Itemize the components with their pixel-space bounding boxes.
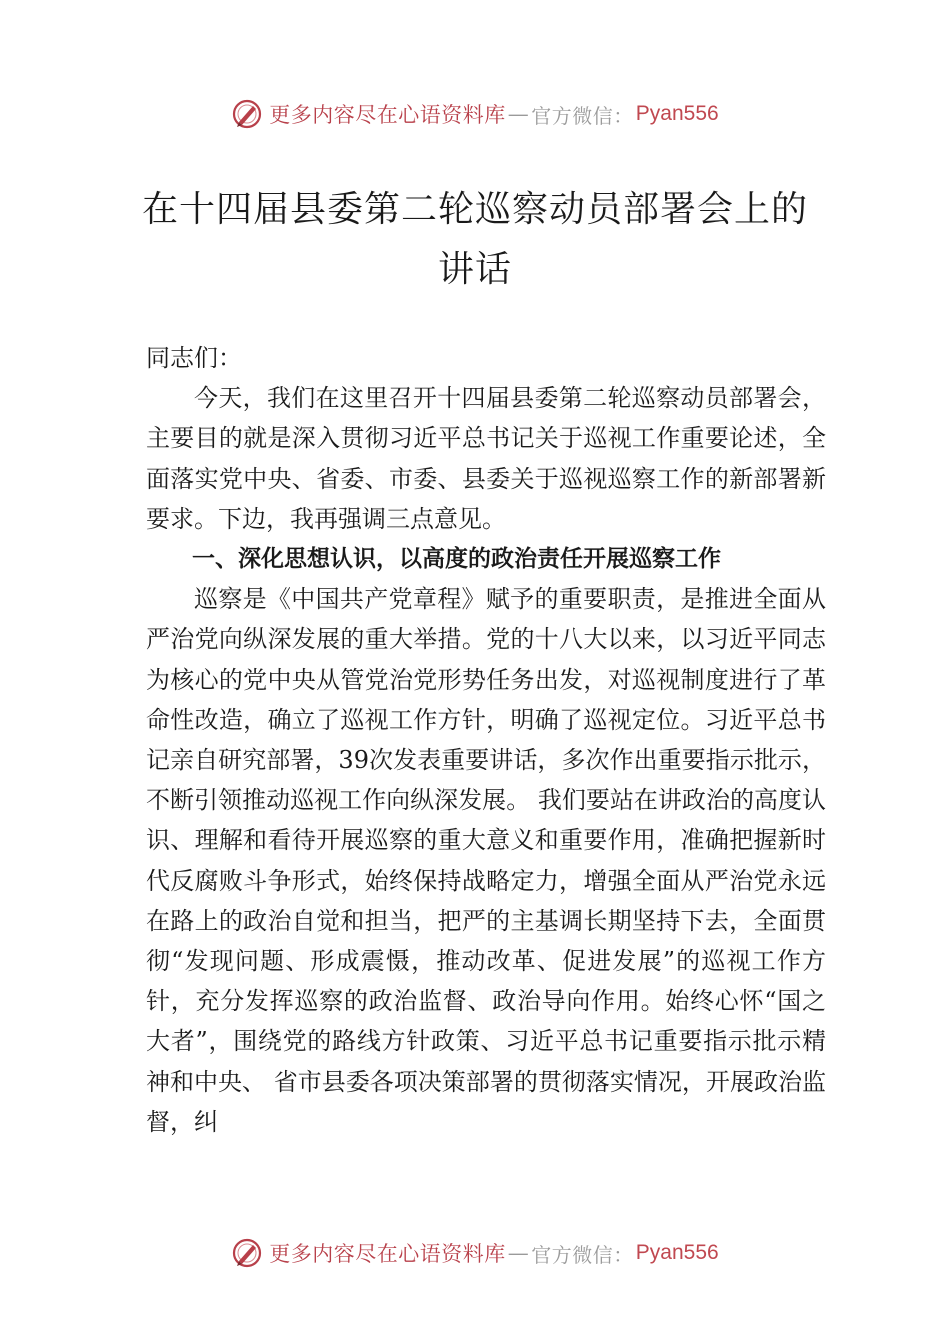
banner-text: 更多内容尽在心语资料库 <box>269 103 506 127</box>
banner-account: Pyan556 <box>635 102 719 125</box>
banner-wechat-label: 官方微信： <box>531 1242 634 1267</box>
intro-paragraph: 今天，我们在这里召开十四届县委第二轮巡察动员部署会，主要目的就是深入贯彻习近平总书记关于巡视工作重要论述，全面落实党中央、省委、市委、县委关于巡视巡察工作的新部署新要求。下边，我再强调三点意见。 <box>146 384 826 533</box>
body-paragraph-1: 巡察是《中国共产党章程》赋予的重要职责，是推进全面从严治党向纵深发展的重大举措。党的十八大以来，以习近平同志为核心的党中央从管党治党形势任务出发，对巡视制度进行了革命性改造，确立了巡视工作方针，明确了巡视定位。习近平总书记亲自研究部署，39次发表重要讲话，多次作出重要指示批示，不断引领推动巡视工作向纵深发展。 我们要站在讲政治的高度认识、理解和看待开展巡察的重大意义和重要作用，准确把握新时代反腐败斗争形式，始终保持战略定力，增强全面从严治党永远在路上的政治自觉和担当，把严的主基调长期坚持下去，全面贯彻“发现问题、形成震慑，推动改革、促进发展”的巡视工作方针，充分发挥巡察的政治监督、政治导向作用。始终心怀“国之大者”，围绕党的路线方针政策、习近平总书记重要指示批示精神和中央、 省市县委各项决策部署的贯彻落实情况，开展政治监督，纠 <box>146 585 826 1136</box>
banner-separator: — <box>507 1241 530 1265</box>
pen-circle-logo-icon <box>231 98 263 130</box>
banner-separator: — <box>507 102 530 126</box>
document-body <box>146 338 826 1142</box>
banner-wechat-label: 官方微信： <box>531 103 634 128</box>
footer-watermark-banner <box>0 1233 950 1273</box>
document-title: 在十四届县委第二轮巡察动员部署会上的讲话 <box>141 189 808 290</box>
salutation: 同志们： <box>146 344 242 372</box>
banner-account: Pyan556 <box>635 1241 719 1264</box>
banner-text: 更多内容尽在心语资料库 <box>269 1242 506 1266</box>
section-heading-1: 一、深化思想认识，以高度的政治责任开展巡察工作 <box>192 546 721 573</box>
header-watermark-banner <box>0 94 950 134</box>
pen-circle-logo-icon <box>231 1237 263 1269</box>
